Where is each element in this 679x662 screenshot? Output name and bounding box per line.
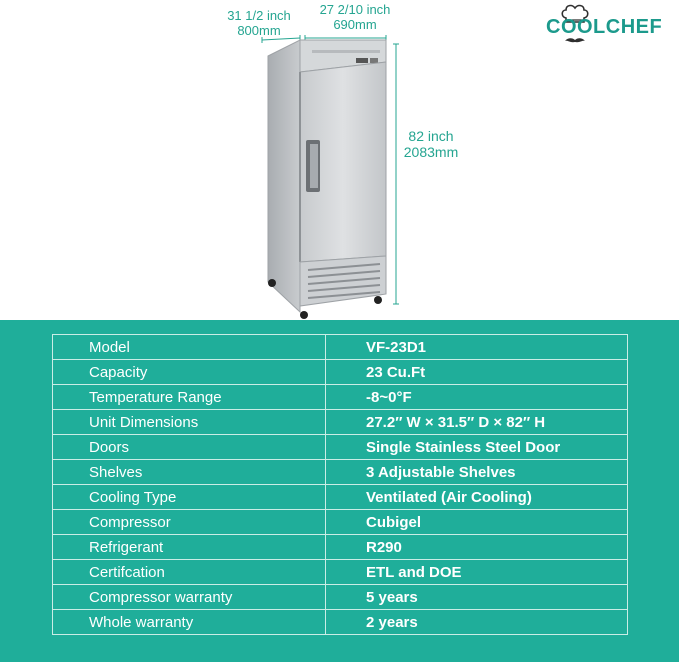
table-row: [53, 435, 628, 460]
depth-mm: 800mm: [237, 23, 281, 38]
height-inches: 82 inch: [408, 128, 454, 144]
width-inches: 27 2/10 inch: [319, 2, 391, 17]
table-row: [53, 485, 628, 510]
spec-value: 5 years: [326, 585, 628, 610]
spec-value: VF-23D1: [326, 335, 628, 360]
spec-label: Whole warranty: [53, 610, 326, 635]
table-row: [53, 360, 628, 385]
width-mm: 690mm: [333, 17, 377, 32]
spec-value: 2 years: [326, 610, 628, 635]
spec-value: R290: [326, 535, 628, 560]
spec-value: 27.2″ W × 31.5″ D × 82″ H: [326, 410, 628, 435]
product-image-area: [0, 0, 679, 320]
table-row: [53, 610, 628, 635]
table-row: [53, 410, 628, 435]
spec-value: 3 Adjustable Shelves: [326, 460, 628, 485]
spec-value: Ventilated (Air Cooling): [326, 485, 628, 510]
spec-value: ETL and DOE: [326, 560, 628, 585]
mustache-icon: [563, 37, 587, 45]
width-dimension-label: [314, 2, 396, 32]
depth-dimension-label: [222, 8, 296, 38]
table-row: [53, 335, 628, 360]
spec-label: Refrigerant: [53, 535, 326, 560]
spec-label: Unit Dimensions: [53, 410, 326, 435]
table-row: [53, 560, 628, 585]
spec-value: 23 Cu.Ft: [326, 360, 628, 385]
table-row: [53, 585, 628, 610]
spec-value: Single Stainless Steel Door: [326, 435, 628, 460]
spec-label: Model: [53, 335, 326, 360]
spec-label: Certifcation: [53, 560, 326, 585]
spec-label: Temperature Range: [53, 385, 326, 410]
brand-name: COOLCHEF: [546, 16, 663, 38]
brand-logo: [546, 4, 666, 44]
spec-value: -8~0°F: [326, 385, 628, 410]
table-row: [53, 460, 628, 485]
table-row: [53, 535, 628, 560]
depth-inches: 31 1/2 inch: [227, 8, 291, 23]
spec-label: Compressor: [53, 510, 326, 535]
spec-value: Cubigel: [326, 510, 628, 535]
spec-label: Doors: [53, 435, 326, 460]
table-row: [53, 385, 628, 410]
spec-label: Compressor warranty: [53, 585, 326, 610]
table-row: [53, 510, 628, 535]
freezer-side-panel: [268, 40, 300, 312]
height-dimension-label: [398, 128, 464, 160]
spec-label: Capacity: [53, 360, 326, 385]
spec-label: Shelves: [53, 460, 326, 485]
height-mm: 2083mm: [403, 144, 459, 160]
freezer-illustration: [0, 0, 679, 320]
spec-label: Cooling Type: [53, 485, 326, 510]
specs-table: [52, 334, 628, 635]
